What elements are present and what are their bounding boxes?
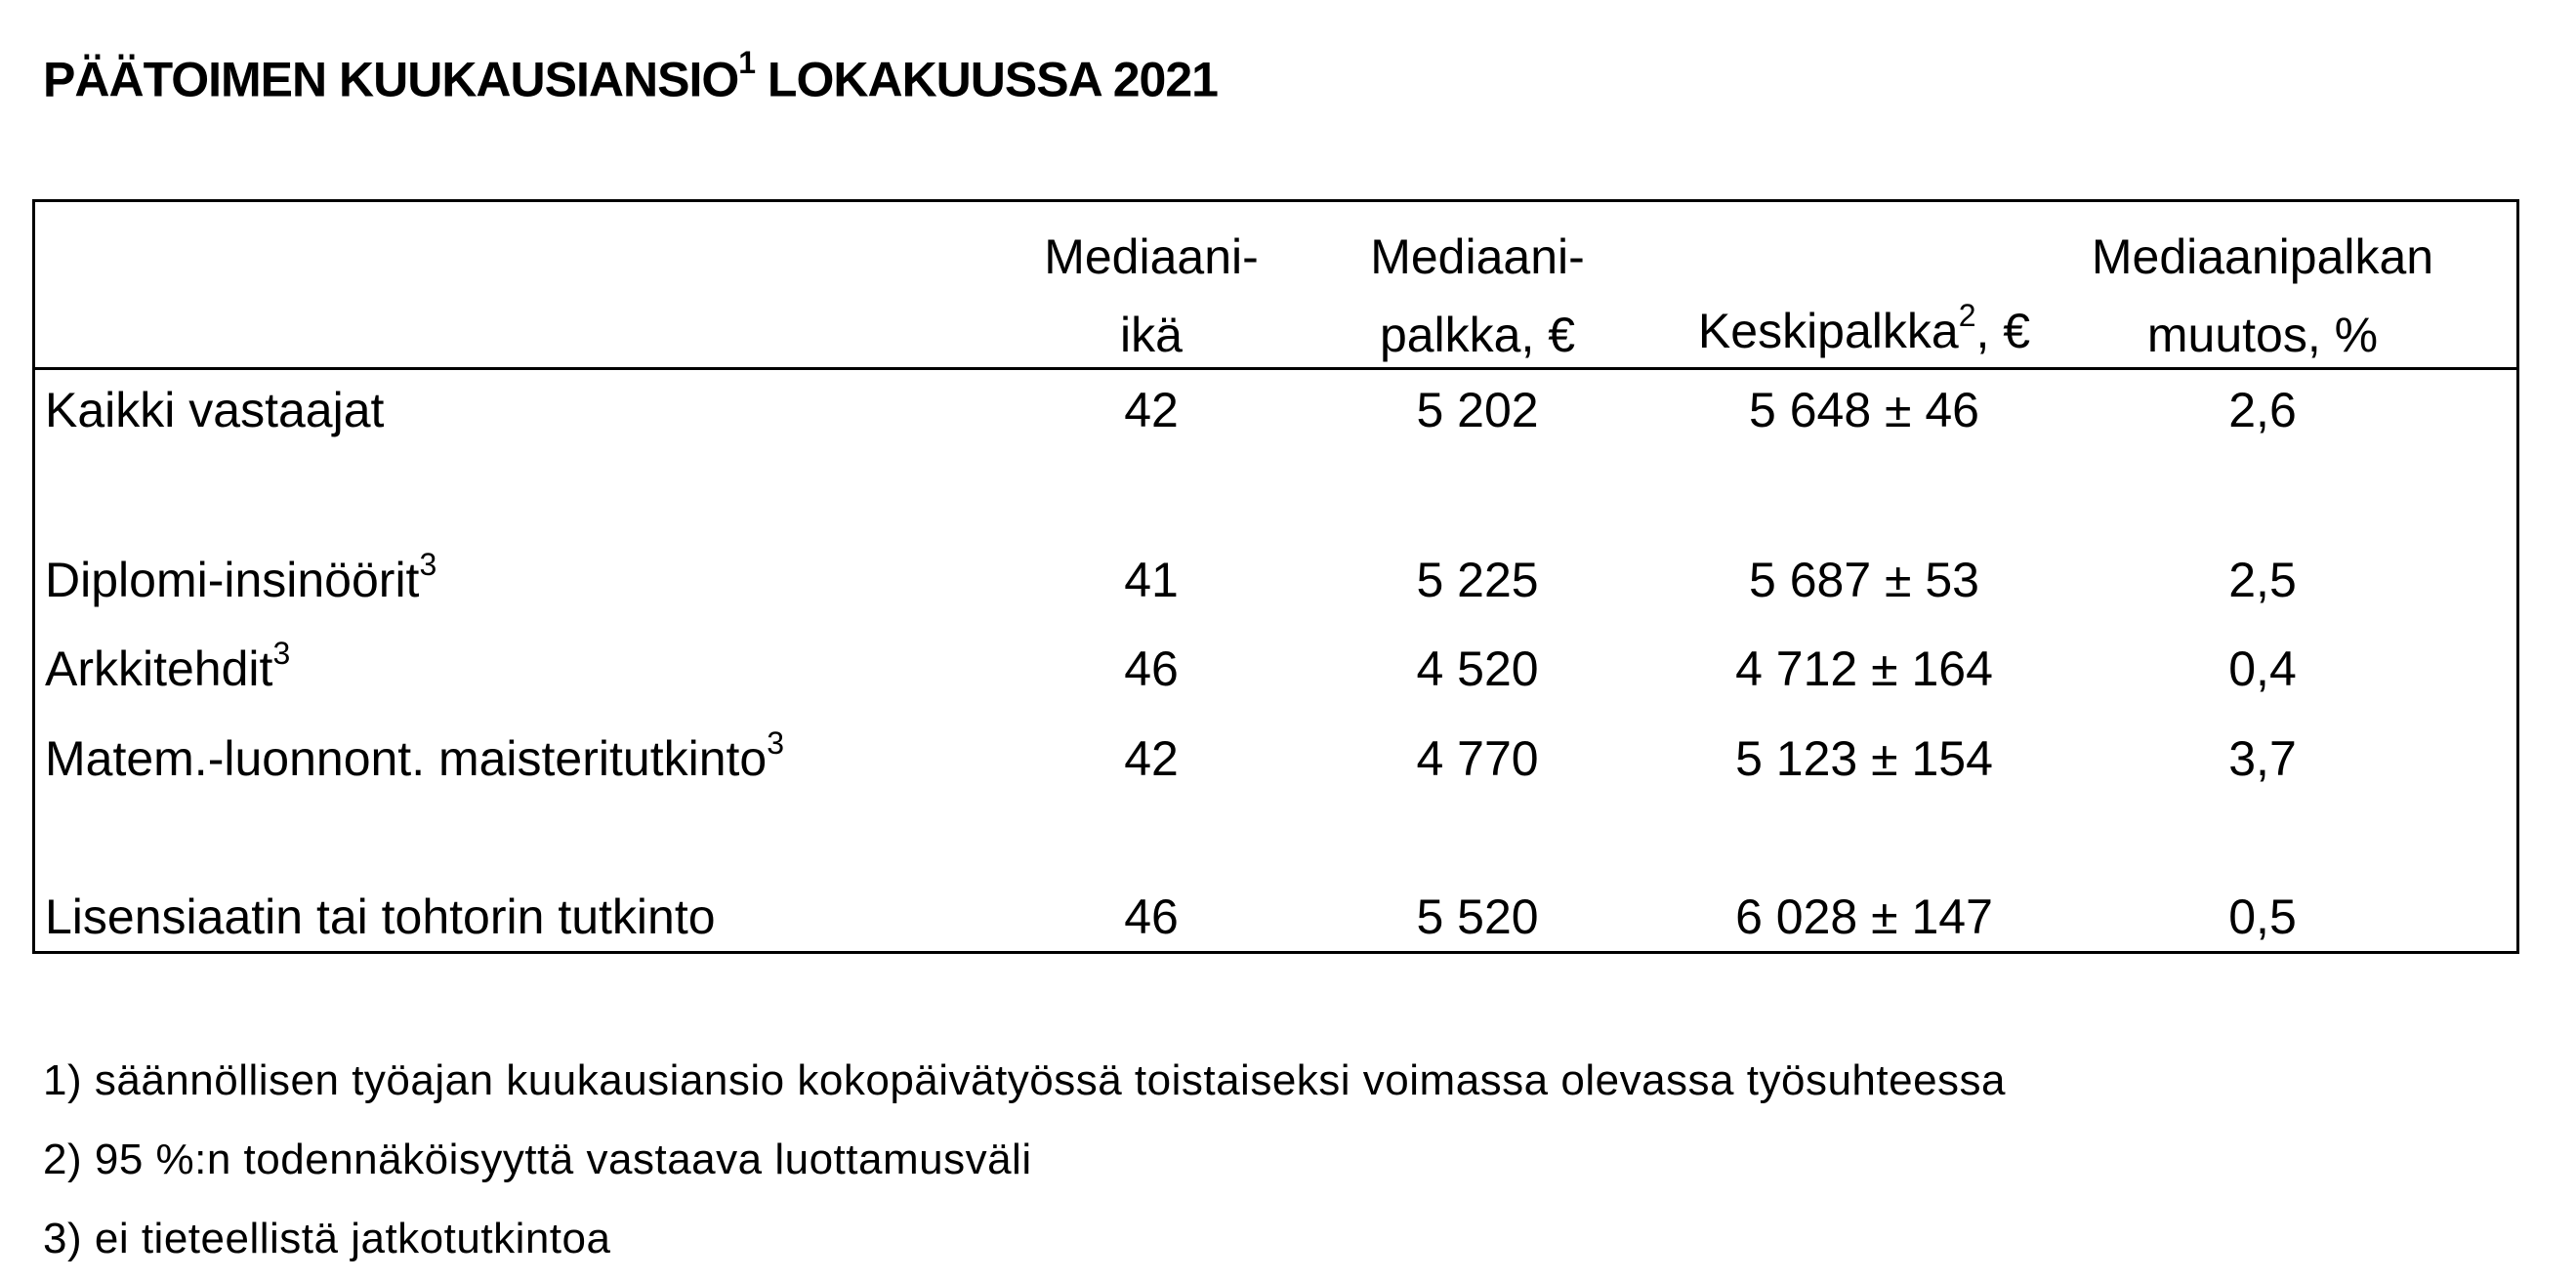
row-median-age: 42 [1124,383,1179,437]
row-median-change: 3,7 [2228,731,2297,786]
row-median-age: 41 [1124,553,1179,607]
row-median-salary: 4 520 [1416,641,1539,696]
title-text: PÄÄTOIMEN KUUKAUSIANSIO [43,52,739,107]
header-mean-salary-footnote-marker: 2 [1958,298,1976,334]
row-mean-salary: 5 123 ± 154 [1735,731,1993,786]
header-mean-salary-text: Keskipalkka [1697,304,1959,358]
footnote-2: 2) 95 %:n todennäköisyyttä vastaava luottamusväli [43,1136,1032,1183]
footnote-3: 3) ei tieteellistä jatkotutkintoa [43,1215,611,1262]
header-median-age-line2: ikä [1120,308,1183,362]
row-median-change: 0,5 [2228,889,2297,944]
header-median-salary [1370,218,1585,374]
header-median-change-line1: Mediaanipalkan [2091,229,2434,284]
title-suffix: LOKAKUUSSA 2021 [755,52,1218,107]
row-median-change: 2,5 [2228,553,2297,607]
row-label: Matem.-luonnont. maisteritutkinto$^3$ [45,725,785,786]
title-footnote-marker: 1 [738,45,756,80]
row-median-age: 46 [1124,889,1179,944]
header-mean-salary-suffix: , € [1975,304,2031,358]
row-median-salary: 5 202 [1416,383,1539,437]
footnote-1: 1) säännöllisen työajan kuukausiansio kokopäivätyössä toistaiseksi voimassa olevassa työsuhteessa [43,1056,2007,1104]
row-median-change: 2,6 [2228,383,2297,437]
page-title [43,45,1218,108]
row-label: Arkkitehdit$^3$ [45,636,291,696]
row-label: Diplomi-insinöörit$^3$ [45,547,437,607]
header-median-salary-line1: Mediaani- [1370,229,1585,284]
header-median-age-line1: Mediaani- [1044,229,1259,284]
row-mean-salary: 5 687 ± 53 [1749,553,1979,607]
row-median-salary: 4 770 [1416,731,1539,786]
row-median-salary: 5 520 [1416,889,1539,944]
row-mean-salary: 4 712 ± 164 [1735,641,1993,696]
header-mean-salary [1697,298,2031,358]
row-label: Lisensiaatin tai tohtorin tutkinto [45,889,716,944]
salary-table [32,199,2519,954]
row-median-age: 42 [1124,731,1179,786]
row-median-salary: 5 225 [1416,553,1539,607]
header-median-age [1044,218,1259,374]
header-median-salary-line2: palkka, € [1379,308,1576,362]
row-label: Kaikki vastaajat [45,383,385,437]
header-median-change-line2: muutos, % [2146,308,2379,362]
row-mean-salary: 6 028 ± 147 [1735,889,1993,944]
row-median-age: 46 [1124,641,1179,696]
row-mean-salary: 5 648 ± 46 [1749,383,1979,437]
header-median-change [2092,218,2433,374]
row-median-change: 0,4 [2228,641,2297,696]
